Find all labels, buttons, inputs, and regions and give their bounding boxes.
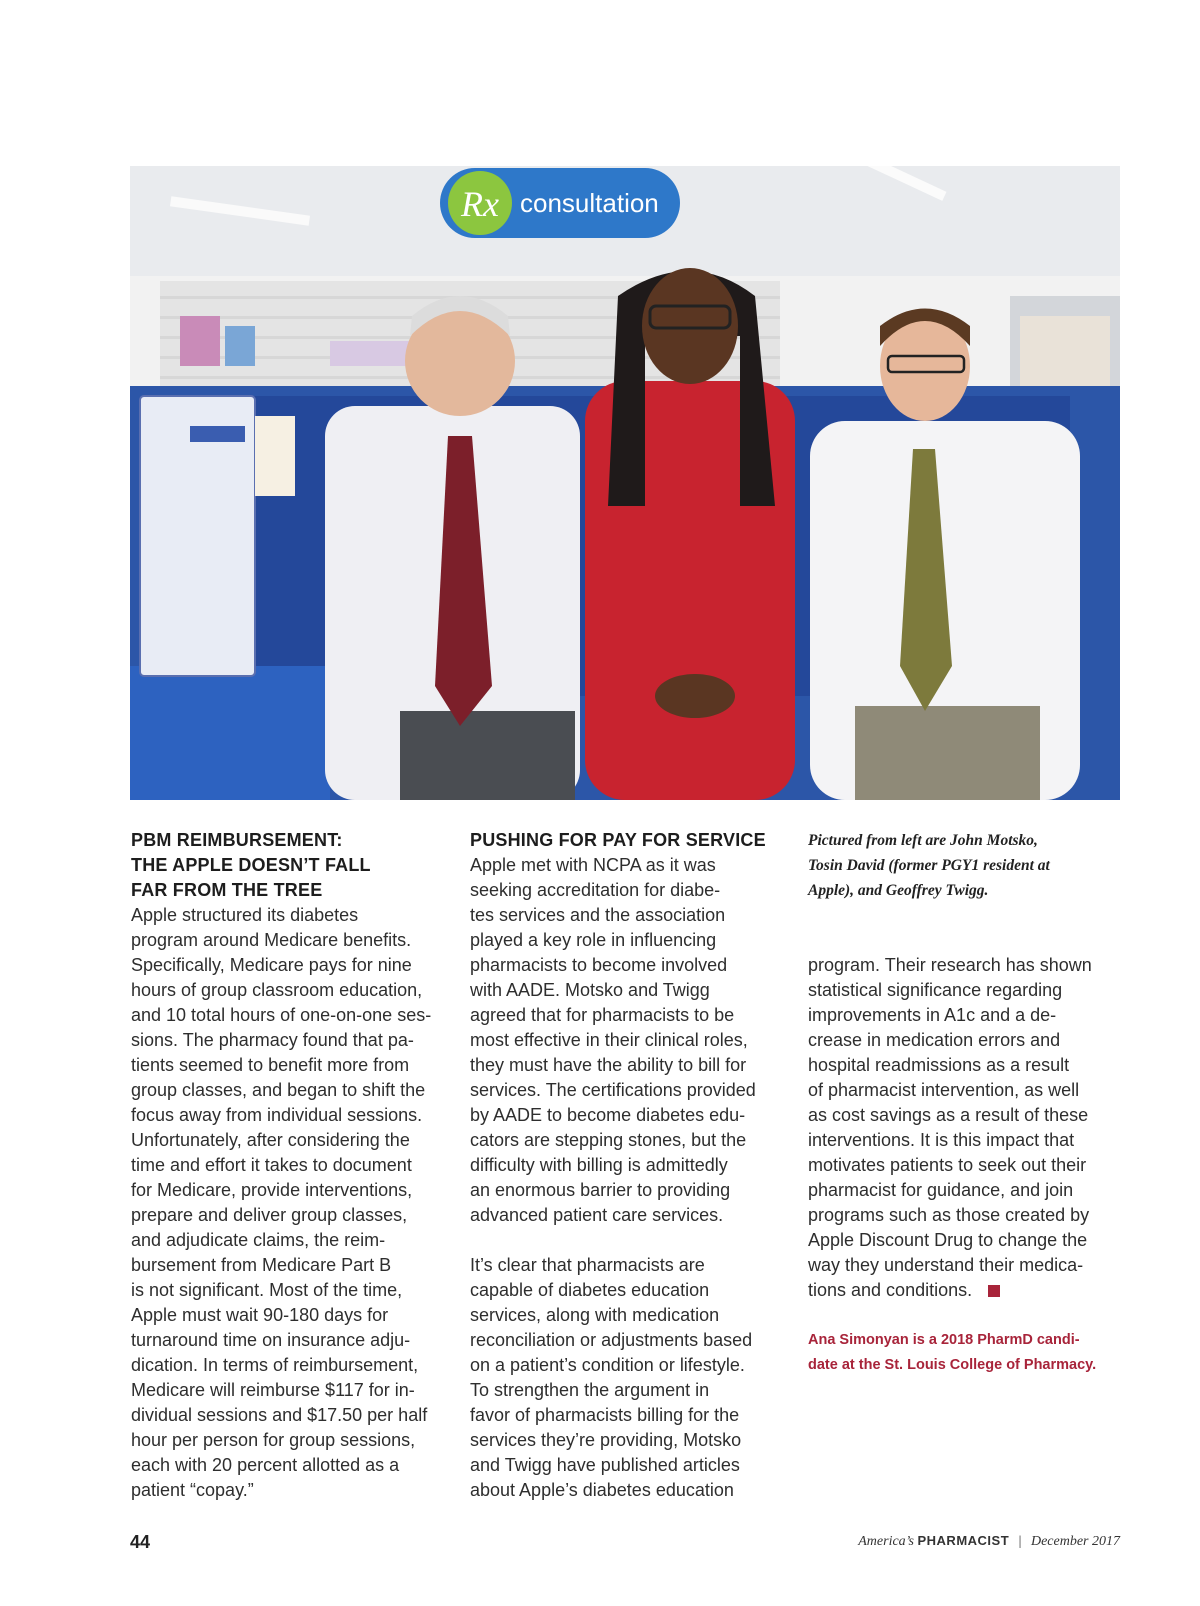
magazine-name: PHARMACIST	[917, 1533, 1010, 1548]
column-1	[131, 828, 446, 1503]
pharmacy-photo	[130, 166, 1120, 800]
column-3-body: program. Their research has shown statistical significance regarding improvements in A1c and a de- crease in medication errors and hospital readmissions as a result of pharmacist intervention, as well as cost savings as a result of these interventions. It is this impact that motivates patients to seek out their pharmacist for guidance, and join programs such as those created by Apple Discount Drug to change the way they understand their medica- tions and conditions. Ana Simonyan is a 2018 PharmD candi- date at the St. Louis College of Pharmacy.	[808, 953, 1123, 1378]
body-paragraph-2: It’s clear that pharmacists are capable of diabetes education services, along with medication reconciliation or adjustments based on a patient’s condition or lifestyle. To strengthen the argument in favor of pharmacists billing for the services they’re providing, Motsko and Twigg have published articles about Apple’s diabetes education	[470, 1255, 753, 1500]
body-text: Apple structured its diabetes program around Medicare benefits. Specifically, Medicare pays for nine hours of group classroom education, and 10 total hours of one-on-one ses- sions. The pharmacy found that pa- tients seemed to benefit more from group classes, and began to shift the focus away from individual sessions. Unfortunately, after considering the time and effort it takes to document for Medicare, provide interventions, prepare and deliver group classes, and adjudicate claims, the reim- bursement from Medicare Part B is not significant. Most of the time, Apple must wait 90-180 days for turnaround time on insurance adju- dication. In terms of reimbursement, Medicare will reimburse $117 for in- dividual sessions and $17.50 per half hour per person for group sessions, each with 20 percent allotted as a patient “copay.”	[131, 905, 432, 1500]
body-paragraph-1: Apple met with NCPA as it was seeking accreditation for diabe- tes services and the association played a key role in influencing pharmacists to become involved with AADE. Motsko and Twigg agreed that for pharmacists to be most effective in their clinical roles, they must have the ability to bill for services. The certifications provided by AADE to become diabetes edu- cators are stepping stones, but the difficulty with billing is admittedly an enormous barrier to providing advanced patient care services.	[470, 855, 756, 1225]
footer-separator: |	[1018, 1534, 1022, 1549]
section-heading-pbm: PBM REIMBURSEMENT: THE APPLE DOESN’T FALL FAR FROM THE TREE	[131, 830, 371, 900]
column-3-caption	[808, 828, 1123, 903]
page-number: 44	[130, 1532, 151, 1552]
issue-date: December 2017	[1030, 1534, 1120, 1549]
section-heading-pay: PUSHING FOR PAY FOR SERVICE	[470, 830, 766, 850]
column-2	[470, 828, 790, 1503]
sign-text: consultation	[520, 188, 659, 218]
article-photo	[130, 166, 1120, 800]
end-mark-icon	[988, 1285, 1000, 1297]
running-footer	[858, 1533, 1120, 1550]
author-bio: Ana Simonyan is a 2018 PharmD candi- date at the St. Louis College of Pharmacy.	[808, 1332, 1097, 1373]
magazine-prefix: America’s	[858, 1534, 914, 1549]
rx-consultation-sign	[440, 168, 680, 238]
rx-logo: Rx	[461, 184, 499, 224]
photo-caption: Pictured from left are John Motsko, Tosin David (former PGY1 resident at Apple), and Geoffrey Twigg.	[808, 832, 1050, 899]
